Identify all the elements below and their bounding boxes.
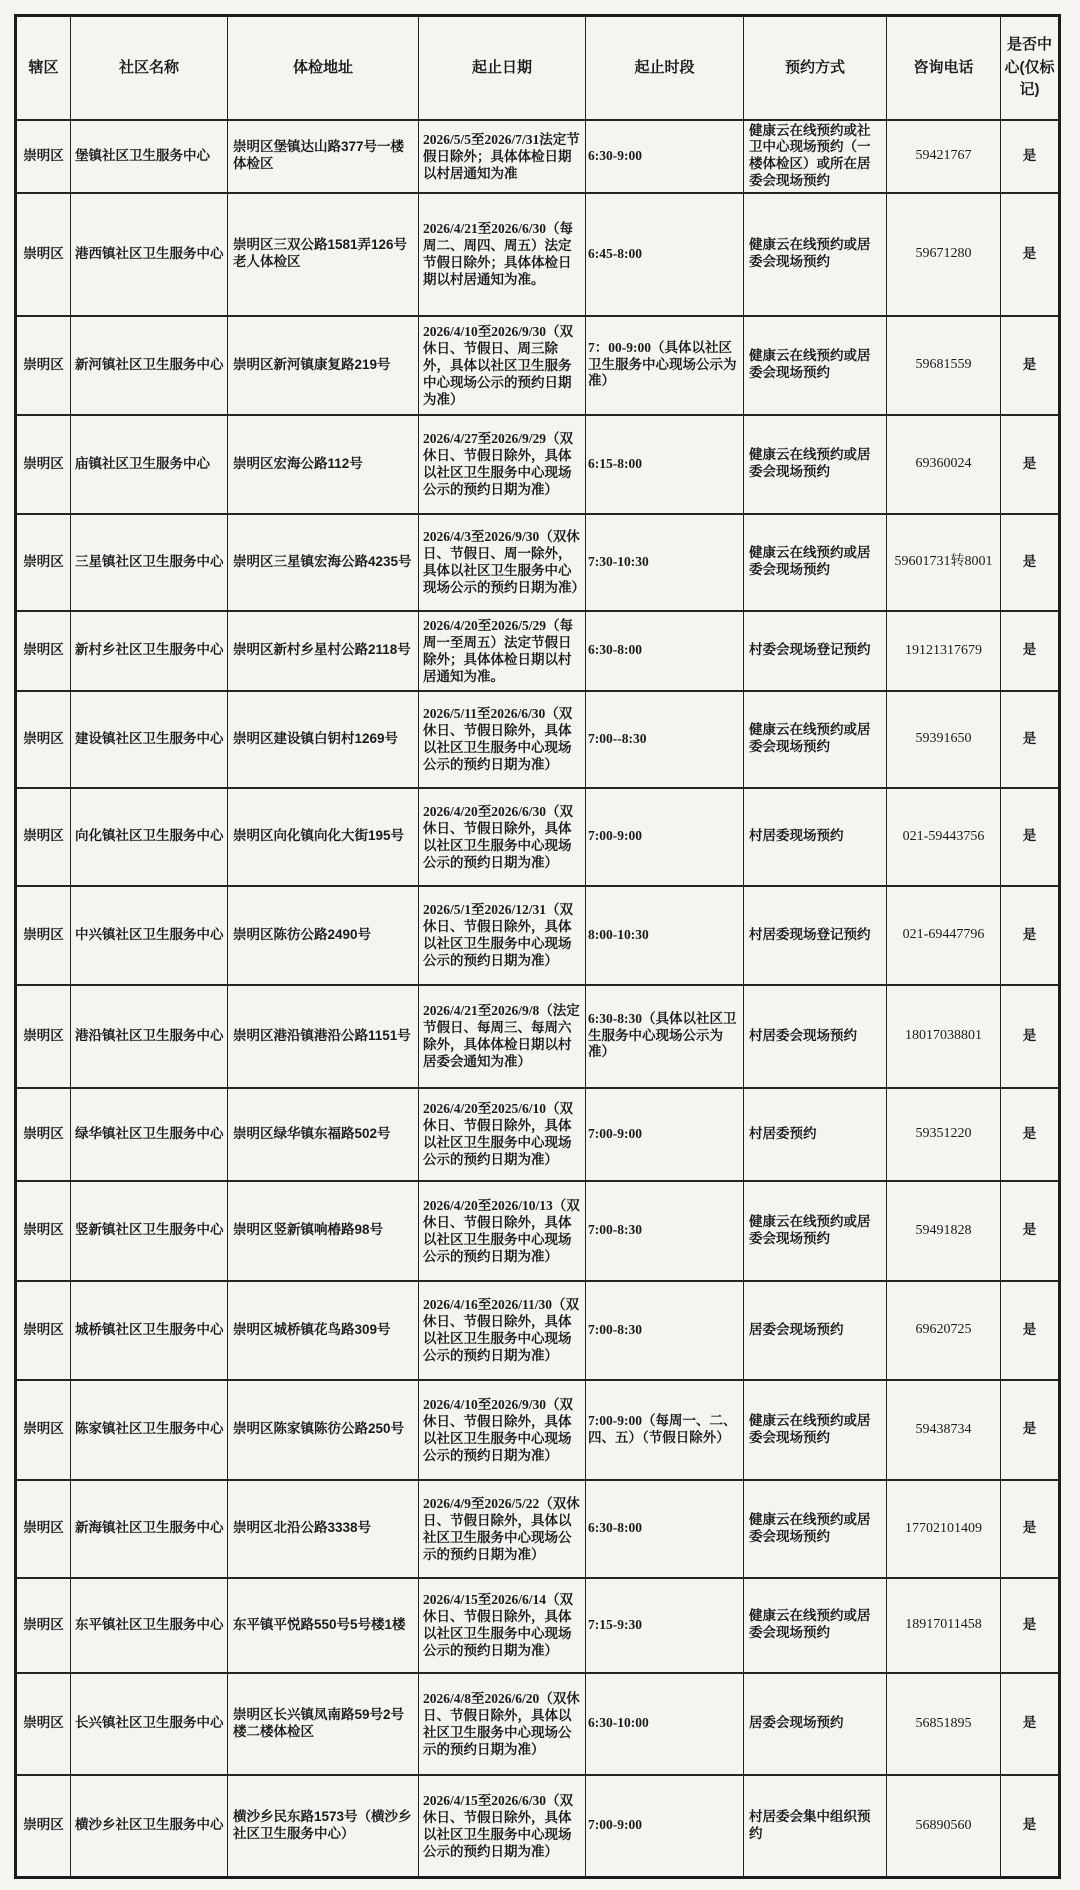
table-row <box>16 1775 1060 1878</box>
cell-exam-address: 崇明区堡镇达山路377号一楼体检区 <box>228 120 419 193</box>
table-row <box>16 193 1060 316</box>
cell-district: 崇明区 <box>16 611 71 691</box>
cell-exam-address: 崇明区陈家镇陈彷公路250号 <box>228 1380 419 1480</box>
cell-is-center: 是 <box>1001 985 1060 1088</box>
cell-date-range: 2026/4/20至2026/10/13（双休日、节假日除外，具体以社区卫生服务中心现场公示的预约日期为准） <box>419 1181 586 1281</box>
cell-exam-address: 横沙乡民东路1573号（横沙乡社区卫生服务中心） <box>228 1775 419 1878</box>
cell-booking-method: 村居委会集中组织预约 <box>744 1775 887 1878</box>
cell-district: 崇明区 <box>16 1578 71 1673</box>
cell-exam-address: 崇明区三星镇宏海公路4235号 <box>228 514 419 611</box>
cell-exam-address: 崇明区新河镇康复路219号 <box>228 316 419 415</box>
cell-booking-method: 健康云在线预约或居委会现场预约 <box>744 415 887 514</box>
cell-booking-method: 健康云在线预约或居委会现场预约 <box>744 691 887 788</box>
cell-booking-method: 村委会现场登记预约 <box>744 611 887 691</box>
cell-time-slot: 7:00-9:00 <box>586 1088 744 1181</box>
cell-district: 崇明区 <box>16 1673 71 1775</box>
column-header-is-center: 是否中心(仅标记) <box>1001 16 1060 120</box>
cell-exam-address: 崇明区三双公路1581弄126号老人体检区 <box>228 193 419 316</box>
cell-booking-method: 健康云在线预约或居委会现场预约 <box>744 316 887 415</box>
cell-time-slot: 6:30-8:30（具体以社区卫生服务中心现场公示为准） <box>586 985 744 1088</box>
cell-date-range: 2026/4/16至2026/11/30（双休日、节假日除外，具体以社区卫生服务中心现场公示的预约日期为准） <box>419 1281 586 1380</box>
cell-community-name: 长兴镇社区卫生服务中心 <box>71 1673 228 1775</box>
cell-phone: 59491828 <box>887 1181 1001 1281</box>
cell-is-center: 是 <box>1001 691 1060 788</box>
cell-date-range: 2026/4/20至2025/6/10（双休日、节假日除外，具体以社区卫生服务中心现场公示的预约日期为准） <box>419 1088 586 1181</box>
table-row <box>16 611 1060 691</box>
cell-district: 崇明区 <box>16 985 71 1088</box>
cell-district: 崇明区 <box>16 1281 71 1380</box>
cell-phone: 69360024 <box>887 415 1001 514</box>
cell-booking-method: 健康云在线预约或居委会现场预约 <box>744 1578 887 1673</box>
cell-district: 崇明区 <box>16 316 71 415</box>
cell-community-name: 向化镇社区卫生服务中心 <box>71 788 228 886</box>
table-row <box>16 120 1060 193</box>
table-row <box>16 415 1060 514</box>
table-row <box>16 691 1060 788</box>
cell-booking-method: 健康云在线预约或居委会现场预约 <box>744 193 887 316</box>
cell-district: 崇明区 <box>16 193 71 316</box>
cell-phone: 19121317679 <box>887 611 1001 691</box>
cell-time-slot: 6:30-9:00 <box>586 120 744 193</box>
cell-community-name: 竖新镇社区卫生服务中心 <box>71 1181 228 1281</box>
cell-date-range: 2026/4/21至2026/9/8（法定节假日、每周三、每周六除外，具体体检日期以村居委会通知为准） <box>419 985 586 1088</box>
cell-exam-address: 崇明区新村乡星村公路2118号 <box>228 611 419 691</box>
table-row <box>16 514 1060 611</box>
table-row <box>16 1480 1060 1578</box>
cell-is-center: 是 <box>1001 1775 1060 1878</box>
column-header-date-range: 起止日期 <box>419 16 586 120</box>
cell-is-center: 是 <box>1001 1380 1060 1480</box>
column-header-community-name: 社区名称 <box>71 16 228 120</box>
table-row <box>16 886 1060 985</box>
table-row <box>16 788 1060 886</box>
cell-phone: 59421767 <box>887 120 1001 193</box>
cell-date-range: 2026/5/11至2026/6/30（双休日、节假日除外，具体以社区卫生服务中心现场公示的预约日期为准） <box>419 691 586 788</box>
cell-date-range: 2026/4/3至2026/9/30（双休日、节假日、周一除外，具体以社区卫生服务中心现场公示的预约日期为准） <box>419 514 586 611</box>
cell-community-name: 建设镇社区卫生服务中心 <box>71 691 228 788</box>
cell-date-range: 2026/4/9至2026/5/22（双休日、节假日除外，具体以社区卫生服务中心现场公示的预约日期为准） <box>419 1480 586 1578</box>
cell-time-slot: 6:30-10:00 <box>586 1673 744 1775</box>
cell-district: 崇明区 <box>16 886 71 985</box>
cell-community-name: 新河镇社区卫生服务中心 <box>71 316 228 415</box>
cell-is-center: 是 <box>1001 316 1060 415</box>
column-header-booking-method: 预约方式 <box>744 16 887 120</box>
cell-time-slot: 6:30-8:00 <box>586 611 744 691</box>
cell-phone: 59681559 <box>887 316 1001 415</box>
cell-is-center: 是 <box>1001 1281 1060 1380</box>
cell-district: 崇明区 <box>16 415 71 514</box>
cell-phone: 59391650 <box>887 691 1001 788</box>
cell-date-range: 2026/4/21至2026/6/30（每周二、周四、周五）法定节假日除外；具体体检日期以村居通知为准。 <box>419 193 586 316</box>
cell-district: 崇明区 <box>16 1480 71 1578</box>
cell-date-range: 2026/5/5至2026/7/31法定节假日除外；具体体检日期以村居通知为准 <box>419 120 586 193</box>
cell-is-center: 是 <box>1001 120 1060 193</box>
cell-time-slot: 7:00--8:30 <box>586 691 744 788</box>
cell-time-slot: 7:00-8:30 <box>586 1181 744 1281</box>
table-body <box>16 120 1060 1878</box>
cell-exam-address: 崇明区北沿公路3338号 <box>228 1480 419 1578</box>
cell-community-name: 港沿镇社区卫生服务中心 <box>71 985 228 1088</box>
document-page <box>14 14 1058 1879</box>
cell-community-name: 陈家镇社区卫生服务中心 <box>71 1380 228 1480</box>
cell-district: 崇明区 <box>16 691 71 788</box>
cell-district: 崇明区 <box>16 1181 71 1281</box>
cell-time-slot: 7:00-9:00 <box>586 1775 744 1878</box>
cell-is-center: 是 <box>1001 1673 1060 1775</box>
column-header-time-slot: 起止时段 <box>586 16 744 120</box>
cell-date-range: 2026/4/10至2026/9/30（双休日、节假日除外，具体以社区卫生服务中心现场公示的预约日期为准） <box>419 1380 586 1480</box>
cell-phone: 18017038801 <box>887 985 1001 1088</box>
cell-is-center: 是 <box>1001 886 1060 985</box>
column-header-exam-address: 体检地址 <box>228 16 419 120</box>
cell-district: 崇明区 <box>16 1380 71 1480</box>
cell-phone: 69620725 <box>887 1281 1001 1380</box>
table-header <box>16 16 1060 120</box>
cell-community-name: 新海镇社区卫生服务中心 <box>71 1480 228 1578</box>
cell-phone: 59601731转8001 <box>887 514 1001 611</box>
cell-time-slot: 6:45-8:00 <box>586 193 744 316</box>
cell-is-center: 是 <box>1001 1480 1060 1578</box>
cell-community-name: 中兴镇社区卫生服务中心 <box>71 886 228 985</box>
cell-date-range: 2026/4/20至2026/5/29（每周一至周五）法定节假日除外；具体体检日期以村居通知为准。 <box>419 611 586 691</box>
table-row <box>16 1673 1060 1775</box>
cell-exam-address: 崇明区城桥镇花鸟路309号 <box>228 1281 419 1380</box>
cell-is-center: 是 <box>1001 415 1060 514</box>
cell-exam-address: 崇明区绿华镇东福路502号 <box>228 1088 419 1181</box>
cell-booking-method: 健康云在线预约或居委会现场预约 <box>744 514 887 611</box>
cell-exam-address: 崇明区港沿镇港沿公路1151号 <box>228 985 419 1088</box>
cell-time-slot: 8:00-10:30 <box>586 886 744 985</box>
cell-exam-address: 崇明区向化镇向化大街195号 <box>228 788 419 886</box>
cell-district: 崇明区 <box>16 1088 71 1181</box>
table-row <box>16 1578 1060 1673</box>
cell-phone: 56890560 <box>887 1775 1001 1878</box>
cell-time-slot: 7:00-9:00 <box>586 788 744 886</box>
cell-date-range: 2026/4/10至2026/9/30（双休日、节假日、周三除外，具体以社区卫生服务中心现场公示的预约日期为准） <box>419 316 586 415</box>
cell-booking-method: 健康云在线预约或居委会现场预约 <box>744 1380 887 1480</box>
cell-booking-method: 村居委现场登记预约 <box>744 886 887 985</box>
cell-district: 崇明区 <box>16 1775 71 1878</box>
cell-phone: 59351220 <box>887 1088 1001 1181</box>
cell-date-range: 2026/4/15至2026/6/14（双休日、节假日除外，具体以社区卫生服务中心现场公示的预约日期为准） <box>419 1578 586 1673</box>
cell-time-slot: 7:30-10:30 <box>586 514 744 611</box>
cell-booking-method: 村居委现场预约 <box>744 788 887 886</box>
cell-exam-address: 崇明区竖新镇响椿路98号 <box>228 1181 419 1281</box>
cell-community-name: 横沙乡社区卫生服务中心 <box>71 1775 228 1878</box>
column-header-district: 辖区 <box>16 16 71 120</box>
cell-phone: 59671280 <box>887 193 1001 316</box>
cell-phone: 18917011458 <box>887 1578 1001 1673</box>
cell-is-center: 是 <box>1001 1088 1060 1181</box>
cell-date-range: 2026/4/15至2026/6/30（双休日、节假日除外，具体以社区卫生服务中心现场公示的预约日期为准） <box>419 1775 586 1878</box>
cell-time-slot: 7:15-9:30 <box>586 1578 744 1673</box>
table-row <box>16 316 1060 415</box>
cell-is-center: 是 <box>1001 193 1060 316</box>
cell-exam-address: 崇明区宏海公路112号 <box>228 415 419 514</box>
cell-time-slot: 7：00-9:00（具体以社区卫生服务中心现场公示为准） <box>586 316 744 415</box>
cell-booking-method: 村居委预约 <box>744 1088 887 1181</box>
cell-exam-address: 崇明区建设镇白钥村1269号 <box>228 691 419 788</box>
cell-booking-method: 健康云在线预约或居委会现场预约 <box>744 1181 887 1281</box>
cell-community-name: 港西镇社区卫生服务中心 <box>71 193 228 316</box>
cell-district: 崇明区 <box>16 788 71 886</box>
cell-exam-address: 崇明区陈彷公路2490号 <box>228 886 419 985</box>
column-header-phone: 咨询电话 <box>887 16 1001 120</box>
table-row <box>16 1380 1060 1480</box>
cell-community-name: 庙镇社区卫生服务中心 <box>71 415 228 514</box>
cell-community-name: 三星镇社区卫生服务中心 <box>71 514 228 611</box>
cell-is-center: 是 <box>1001 514 1060 611</box>
cell-community-name: 新村乡社区卫生服务中心 <box>71 611 228 691</box>
cell-time-slot: 6:15-8:00 <box>586 415 744 514</box>
cell-phone: 56851895 <box>887 1673 1001 1775</box>
cell-exam-address: 崇明区长兴镇凤南路59号2号楼二楼体检区 <box>228 1673 419 1775</box>
cell-phone: 59438734 <box>887 1380 1001 1480</box>
cell-time-slot: 6:30-8:00 <box>586 1480 744 1578</box>
table-row <box>16 1181 1060 1281</box>
cell-booking-method: 健康云在线预约或居委会现场预约 <box>744 1480 887 1578</box>
cell-phone: 021-69447796 <box>887 886 1001 985</box>
cell-booking-method: 居委会现场预约 <box>744 1281 887 1380</box>
cell-phone: 021-59443756 <box>887 788 1001 886</box>
table-row <box>16 1281 1060 1380</box>
cell-time-slot: 7:00-8:30 <box>586 1281 744 1380</box>
cell-is-center: 是 <box>1001 1578 1060 1673</box>
cell-is-center: 是 <box>1001 788 1060 886</box>
table-row <box>16 1088 1060 1181</box>
cell-community-name: 绿华镇社区卫生服务中心 <box>71 1088 228 1181</box>
cell-exam-address: 东平镇平悦路550号5号楼1楼 <box>228 1578 419 1673</box>
cell-community-name: 城桥镇社区卫生服务中心 <box>71 1281 228 1380</box>
cell-district: 崇明区 <box>16 120 71 193</box>
health-exam-schedule-table <box>14 14 1061 1879</box>
cell-booking-method: 健康云在线预约或社卫中心现场预约（一楼体检区）或所在居委会现场预约 <box>744 120 887 193</box>
header-row <box>16 16 1060 120</box>
cell-is-center: 是 <box>1001 1181 1060 1281</box>
cell-phone: 17702101409 <box>887 1480 1001 1578</box>
cell-date-range: 2026/4/20至2026/6/30（双休日、节假日除外，具体以社区卫生服务中心现场公示的预约日期为准） <box>419 788 586 886</box>
cell-date-range: 2026/4/8至2026/6/20（双休日、节假日除外，具体以社区卫生服务中心现场公示的预约日期为准） <box>419 1673 586 1775</box>
cell-booking-method: 村居委会现场预约 <box>744 985 887 1088</box>
cell-date-range: 2026/5/1至2026/12/31（双休日、节假日除外，具体以社区卫生服务中心现场公示的预约日期为准） <box>419 886 586 985</box>
cell-date-range: 2026/4/27至2026/9/29（双休日、节假日除外，具体以社区卫生服务中心现场公示的预约日期为准） <box>419 415 586 514</box>
table-row <box>16 985 1060 1088</box>
cell-community-name: 堡镇社区卫生服务中心 <box>71 120 228 193</box>
cell-time-slot: 7:00-9:00（每周一、二、四、五）（节假日除外） <box>586 1380 744 1480</box>
cell-booking-method: 居委会现场预约 <box>744 1673 887 1775</box>
cell-community-name: 东平镇社区卫生服务中心 <box>71 1578 228 1673</box>
cell-is-center: 是 <box>1001 611 1060 691</box>
cell-district: 崇明区 <box>16 514 71 611</box>
